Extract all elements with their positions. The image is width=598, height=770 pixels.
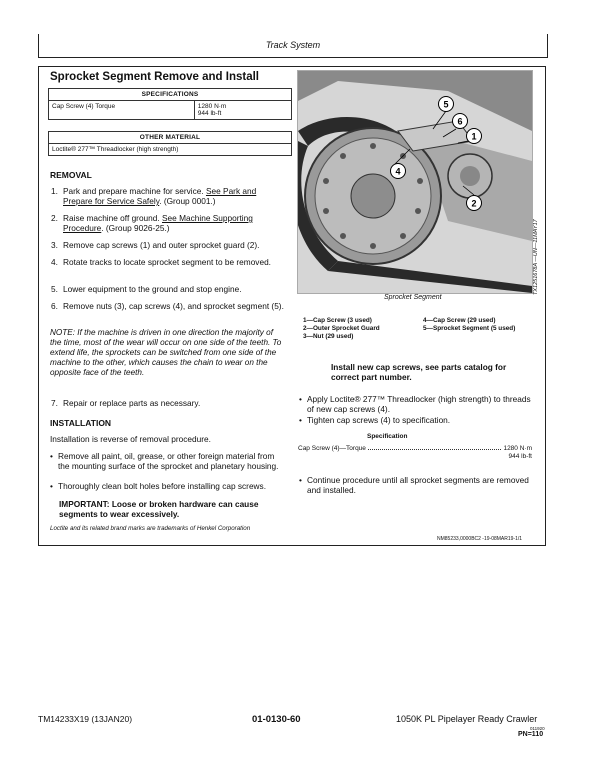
legend-item: 5—Sprocket Segment (5 used) xyxy=(423,325,516,332)
step-number: 1. xyxy=(51,186,58,196)
step-number: 6. xyxy=(51,301,58,311)
spec-item: Cap Screw (4) Torque xyxy=(49,101,195,120)
bullet-text: Tighten cap screws (4) to specification. xyxy=(307,415,451,425)
spec-value xyxy=(194,101,291,120)
step-text: Park and prepare machine for service. xyxy=(63,186,206,196)
spec-value-metric: 1280 N·m xyxy=(197,103,227,110)
bullet-text: Continue procedure until all sprocket segments are removed and installed. xyxy=(307,475,529,495)
callout-6 xyxy=(453,114,468,129)
small-code: 011920 xyxy=(530,726,545,731)
svg-text:5: 5 xyxy=(443,99,449,110)
callout-1 xyxy=(467,129,482,144)
spec-block-value1: 1280 N·m xyxy=(503,445,532,452)
page-header xyxy=(38,34,548,58)
figure-legend-right xyxy=(423,317,543,333)
removal-step xyxy=(51,398,289,408)
callout-4 xyxy=(391,164,406,179)
machine-supporting-link[interactable]: See Machine Supporting Procedure xyxy=(63,213,253,233)
step-text-after: . (Group 0001.) xyxy=(159,196,216,206)
install-bullet: • Thoroughly clean bolt holes before installing cap screws. xyxy=(50,481,290,491)
spec-leader-dots xyxy=(368,443,502,450)
other-material-table xyxy=(48,131,292,156)
removal-heading: REMOVAL xyxy=(50,170,92,180)
figure-legend-left xyxy=(303,317,423,341)
table-row xyxy=(49,101,292,120)
specifications-table xyxy=(48,88,292,120)
svg-text:4: 4 xyxy=(395,166,401,177)
doc-code: NM85233,0000BC2 -19-08MAR19-1/1 xyxy=(437,536,523,542)
installation-heading: INSTALLATION xyxy=(50,418,112,428)
spec-value-imperial: 944 lb-ft xyxy=(197,110,222,117)
other-material-item: Loctite® 277™ Threadlocker (high strength) xyxy=(49,144,292,156)
step-number: 3. xyxy=(51,240,58,250)
important-notice: IMPORTANT: Loose or broken hardware can cause segments to wear excessively. xyxy=(59,499,259,519)
legend-item: 4—Cap Screw (29 used) xyxy=(423,317,496,324)
removal-step xyxy=(51,213,289,233)
removal-step xyxy=(51,284,289,294)
spec-block-value2: 944 lb-ft xyxy=(508,453,532,460)
page-number: 01-0130-60 xyxy=(252,714,301,725)
step-number: 4. xyxy=(51,257,58,267)
figure-id-text: TX1251678A —UN—11MAY17 xyxy=(533,219,539,295)
svg-text:2: 2 xyxy=(471,198,477,209)
park-prepare-link[interactable]: See Park and Prepare for Service Safely xyxy=(63,186,257,206)
install-caption: Install new cap screws, see parts catalog for correct part number. xyxy=(331,362,507,382)
removal-step xyxy=(51,257,289,267)
legend-item: 1—Cap Screw (3 used) xyxy=(303,317,372,324)
installation-intro: Installation is reverse of removal procedure. xyxy=(50,434,211,444)
procedure-title: Sprocket Segment Remove and Install xyxy=(50,71,259,83)
install-bullet: • Remove all paint, oil, grease, or other foreign material from the mounting surface of the sprocket and planetary housing. xyxy=(50,451,290,471)
trademark-notice: Loctite and its related brand marks are trademarks of Henkel Corporation xyxy=(50,525,251,532)
bullet-text: Remove all paint, oil, grease, or other foreign material from the mounting surface of the sprocket and planetary housing. xyxy=(58,451,279,471)
bullet-text: Thoroughly clean bolt holes before installing cap screws. xyxy=(58,481,266,491)
step-text: Raise machine off ground. xyxy=(63,213,163,223)
legend-item: 2—Outer Sprocket Guard xyxy=(303,325,380,332)
step-text: Repair or replace parts as necessary. xyxy=(63,398,201,408)
table-row xyxy=(49,144,292,156)
step-text: Lower equipment to the ground and stop engine. xyxy=(63,284,242,294)
svg-text:6: 6 xyxy=(457,116,463,127)
removal-step xyxy=(51,240,289,250)
step-number: 2. xyxy=(51,213,58,223)
figure-id xyxy=(531,177,541,297)
step-text-after: . (Group 9026-25.) xyxy=(101,223,170,233)
procedure-box xyxy=(38,66,546,546)
bullet-text: Apply Loctite® 277™ Threadlocker (high strength) to threads of new cap screws (4). xyxy=(307,394,531,414)
spec-block-row xyxy=(298,443,532,452)
removal-step xyxy=(51,301,289,311)
sprocket-figure xyxy=(297,70,533,294)
removal-step xyxy=(51,186,289,206)
manual-id: TM14233X19 (13JAN20) xyxy=(38,714,133,724)
spec-block-item: Cap Screw (4)—Torque xyxy=(298,445,366,452)
step-number: 7. xyxy=(51,398,58,408)
machine-name: 1050K PL Pipelayer Ready Crawler xyxy=(396,714,538,724)
pn-number: PN=110 xyxy=(518,731,544,738)
header-rule xyxy=(39,57,547,58)
step-text: Remove nuts (3), cap screws (4), and sprocket segment (5). xyxy=(63,301,284,311)
figure-caption: Sprocket Segment xyxy=(384,294,442,301)
spec-block-header: Specification xyxy=(367,433,408,440)
final-bullet: • Continue procedure until all sprocket segments are removed and installed. xyxy=(299,475,539,495)
step-text: Remove cap screws (1) and outer sprocket guard (2). xyxy=(63,240,260,250)
section-title: Track System xyxy=(265,40,321,50)
svg-text:1: 1 xyxy=(471,131,477,142)
right-bullet: • Apply Loctite® 277™ Threadlocker (high strength) to threads of new cap screws (4). xyxy=(299,394,539,414)
note-text: NOTE: If the machine is driven in one direction the majority of the time, most of the wear will occur on one side of the teeth. To extend life, the sprockets can be switched from one side of the machine to the other, which causes the chain to wear on the opposite face of the teeth. xyxy=(50,328,282,377)
other-material-header: OTHER MATERIAL xyxy=(49,132,292,144)
callout-2 xyxy=(467,196,482,211)
step-number: 5. xyxy=(51,284,58,294)
right-bullet: • Tighten cap screws (4) to specification. xyxy=(299,415,539,425)
step-text: Rotate tracks to locate sprocket segment to be removed. xyxy=(63,257,271,267)
callout-5 xyxy=(439,97,454,112)
legend-item: 3—Nut (29 used) xyxy=(303,333,354,340)
sprocket-illustration xyxy=(298,71,532,293)
specifications-header: SPECIFICATIONS xyxy=(49,89,292,101)
